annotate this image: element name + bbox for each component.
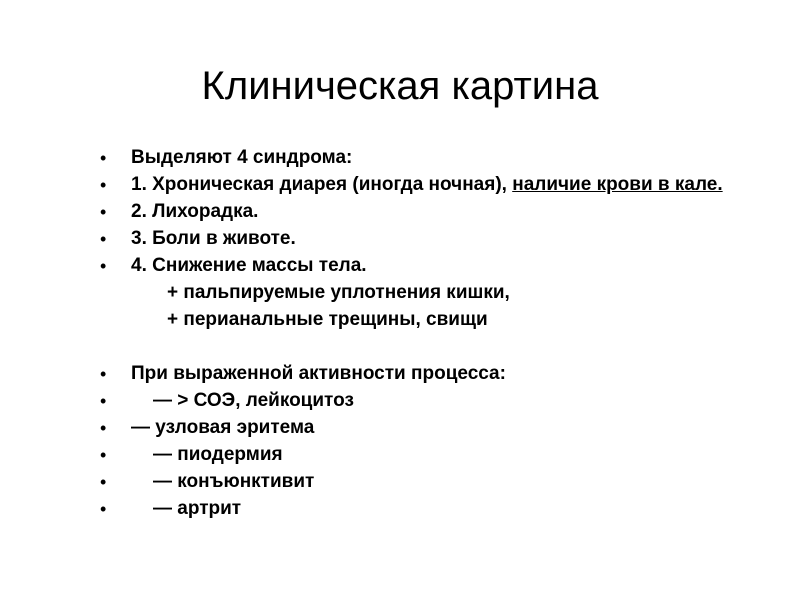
list-item-text: 2. Лихорадка. — [131, 201, 259, 222]
list-item-text: — узловая эритема — [131, 417, 315, 438]
list-item — [100, 174, 740, 196]
list-item-text: — артрит — [153, 498, 242, 519]
list-item-text: — > СОЭ, лейкоцитоз — [153, 390, 354, 411]
list-item-text: 1. Хроническая диарея (иногда ночная), — [131, 174, 513, 195]
list-item — [100, 147, 740, 169]
slide-title: Клиническая картина — [201, 64, 599, 108]
list-item — [100, 390, 740, 412]
bullet-icon: • — [100, 148, 107, 168]
list-item — [100, 444, 740, 466]
list-item-text: Выделяют 4 синдрома: — [131, 147, 353, 168]
sub-item-text: + перианальные трещины, свищи — [167, 309, 488, 330]
list-item — [100, 363, 740, 385]
list-item-text: — пиодермия — [153, 444, 283, 465]
bullet-icon: • — [100, 175, 107, 195]
underlined-text: наличие крови в кале. — [512, 174, 723, 195]
bullet-icon: • — [100, 445, 107, 465]
list-item — [100, 471, 740, 493]
list-item-text: — конъюнктивит — [153, 471, 315, 492]
list-item — [100, 201, 740, 223]
sub-item-text: + пальпируемые уплотнения кишки, — [167, 282, 510, 303]
bullet-icon: • — [100, 256, 107, 276]
bullet-icon: • — [100, 229, 107, 249]
list-item-text: При выраженной активности процесса: — [131, 363, 506, 384]
bullet-icon: • — [100, 364, 107, 384]
list-item — [100, 228, 740, 250]
bullet-list — [100, 147, 740, 525]
spacer — [100, 336, 740, 358]
list-item-text: 4. Снижение массы тела. — [131, 255, 367, 276]
bullet-icon: • — [100, 391, 107, 411]
list-item-text: 3. Боли в животе. — [131, 228, 296, 249]
list-item — [100, 255, 740, 277]
bullet-icon: • — [100, 202, 107, 222]
bullet-icon: • — [100, 472, 107, 492]
list-item — [100, 498, 740, 520]
list-item — [100, 417, 740, 439]
sub-item — [100, 309, 740, 331]
bullet-icon: • — [100, 499, 107, 519]
bullet-icon: • — [100, 418, 107, 438]
sub-item — [100, 282, 740, 304]
